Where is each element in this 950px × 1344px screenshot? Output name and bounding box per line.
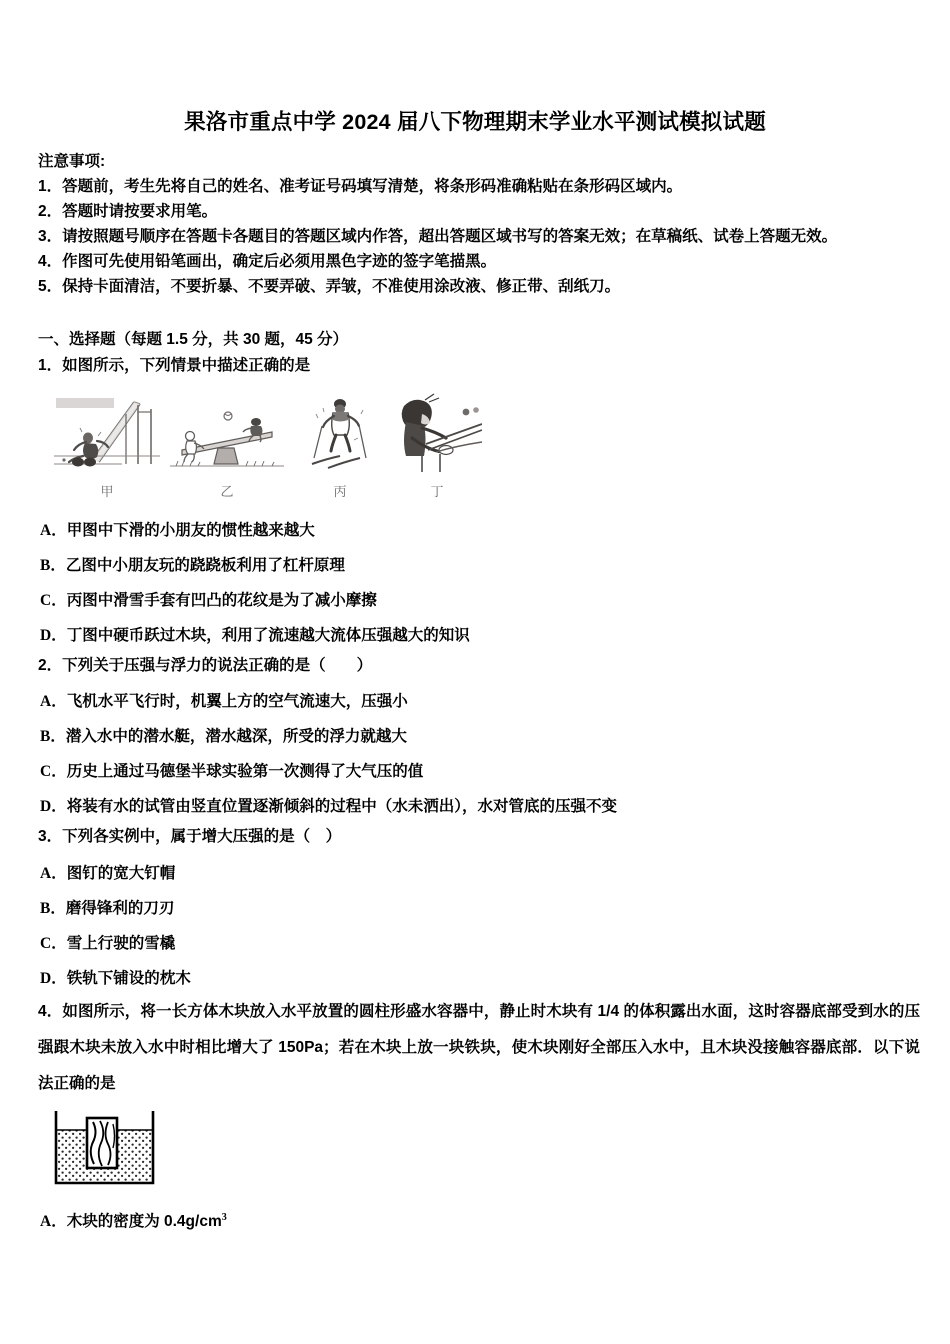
question-2-option-c[interactable] [40,759,423,781]
option-letter: C． [40,935,67,952]
option-letter: C． [40,763,67,780]
option-letter: D． [40,798,67,815]
figure-billiards [392,392,482,500]
notice-item-1: 1．答题前，考生先将自己的姓名、准考证号码填写清楚，将条形码准确粘贴在条形码区域内。 [38,178,683,195]
option-letter: D． [40,970,67,987]
notice-heading: 注意事项: [38,153,106,170]
figure-skier [304,392,376,500]
question-3-stem [38,823,341,850]
question-1-option-b[interactable] [40,553,345,575]
notice-item-3: 3．请按照题号顺序在答题卡各题目的答题区域内作答，超出答题区域书写的答案无效；在草稿纸、试卷上答题无效。 [38,228,838,245]
notice-item-5: 5．保持卡面清洁，不要折暴、不要弄破、弄皱，不准使用涂改液、修正带、刮纸刀。 [38,278,621,295]
option-text: 丙图中滑雪手套有凹凸的花纹是为了减小摩擦 [66,592,377,609]
option-text: 铁轨下铺设的枕木 [66,970,191,987]
question-2-option-a[interactable] [40,689,408,711]
notice-item-2: 2．答题时请按要求用笔。 [38,203,218,220]
question-1-number: 1． [38,357,63,374]
figure-caption-jia: 甲 [100,484,114,499]
question-4-text: 如图所示，将一长方体木块放入水平放置的圆柱形盛水容器中，静止时木块有 1/4 的体积露出水面，这时容器底部受到水的压强跟木块未放入水中时相比增大了 150Pa；若在木块上放一块铁块，使木块刚好全部压入水中，且木块没接触容器底部．以下说法正确的是 [38,1003,920,1092]
question-3-text: 下列各实例中，属于增大压强的是（ ） [62,828,342,845]
question-2-option-d[interactable] [40,794,617,816]
question-3-option-c[interactable] [40,931,175,953]
question-1-figure-row [52,392,492,502]
question-4-number: 4． [38,1003,63,1020]
notice-item-4: 4．作图可先使用铅笔画出，确定后必须用黑色字迹的签字笔描黑。 [38,253,497,270]
figure-caption-ding: 丁 [430,484,444,499]
question-3-option-b[interactable] [40,896,174,918]
question-3-option-a[interactable] [40,861,175,883]
question-3-number: 3． [38,828,63,845]
question-2-stem [38,652,372,679]
option-letter: D． [40,627,67,644]
question-1-option-c[interactable] [40,588,377,610]
skier-icon [304,392,376,480]
question-2-number: 2． [38,657,63,674]
option-text: 将装有水的试管由竖直位置逐渐倾斜的过程中（水未洒出），水对管底的压强不变 [66,798,617,815]
question-1-stem [38,352,310,379]
children-on-seesaw-icon [168,392,286,480]
figure-caption-yi: 乙 [220,484,234,499]
option-letter: A． [40,1213,67,1230]
figure-slide [52,392,162,500]
option-letter: A． [40,693,67,710]
option-text: 图钉的宽大钉帽 [66,865,176,882]
option-letter: B． [40,728,66,745]
question-1-option-a[interactable] [40,518,315,540]
question-4-stem [38,994,920,1102]
option-text: 飞机水平飞行时，机翼上方的空气流速大，压强小 [66,693,408,710]
option-text: 潜入水中的潜水艇，潜水越深，所受的浮力就越大 [65,728,407,745]
section-heading: 一、选择题（每题 1.5 分，共 30 题，45 分） [38,331,349,348]
notice-block [38,150,928,299]
option-text: 磨得锋利的刀刃 [65,900,175,917]
question-1-text: 如图所示，下列情景中描述正确的是 [62,357,311,374]
option-letter: A． [40,865,67,882]
child-on-slide-icon [52,392,162,480]
option-text: 木块的密度为 0.4g/cm [66,1213,222,1230]
option-letter: A． [40,522,67,539]
person-playing-billiards-icon [392,392,482,480]
option-letter: B． [40,900,66,917]
question-3-option-d[interactable] [40,966,191,988]
figure-seesaw [168,392,286,500]
option-letter: B． [40,557,66,574]
question-4-figure [47,1108,162,1193]
option-text: 丁图中硬币跃过木块，利用了流速越大流体压强越大的知识 [66,627,470,644]
question-4-option-a[interactable] [40,1209,227,1231]
option-superscript: 3 [221,1211,227,1223]
option-text: 甲图中下滑的小朋友的惯性越来越大 [66,522,315,539]
option-text: 雪上行驶的雪橇 [66,935,176,952]
question-2-text: 下列关于压强与浮力的说法正确的是（ ） [62,657,373,674]
option-text: 历史上通过马德堡半球实验第一次测得了大气压的值 [66,763,424,780]
option-text: 乙图中小朋友玩的跷跷板利用了杠杆原理 [65,557,345,574]
page-title: 果洛市重点中学 2024 届八下物理期末学业水平测试模拟试题 [184,110,766,134]
figure-caption-bing: 丙 [333,484,347,499]
option-letter: C． [40,592,67,609]
question-1-option-d[interactable] [40,623,470,645]
water-container-with-wood-block-icon [47,1108,162,1193]
question-2-option-b[interactable] [40,724,407,746]
